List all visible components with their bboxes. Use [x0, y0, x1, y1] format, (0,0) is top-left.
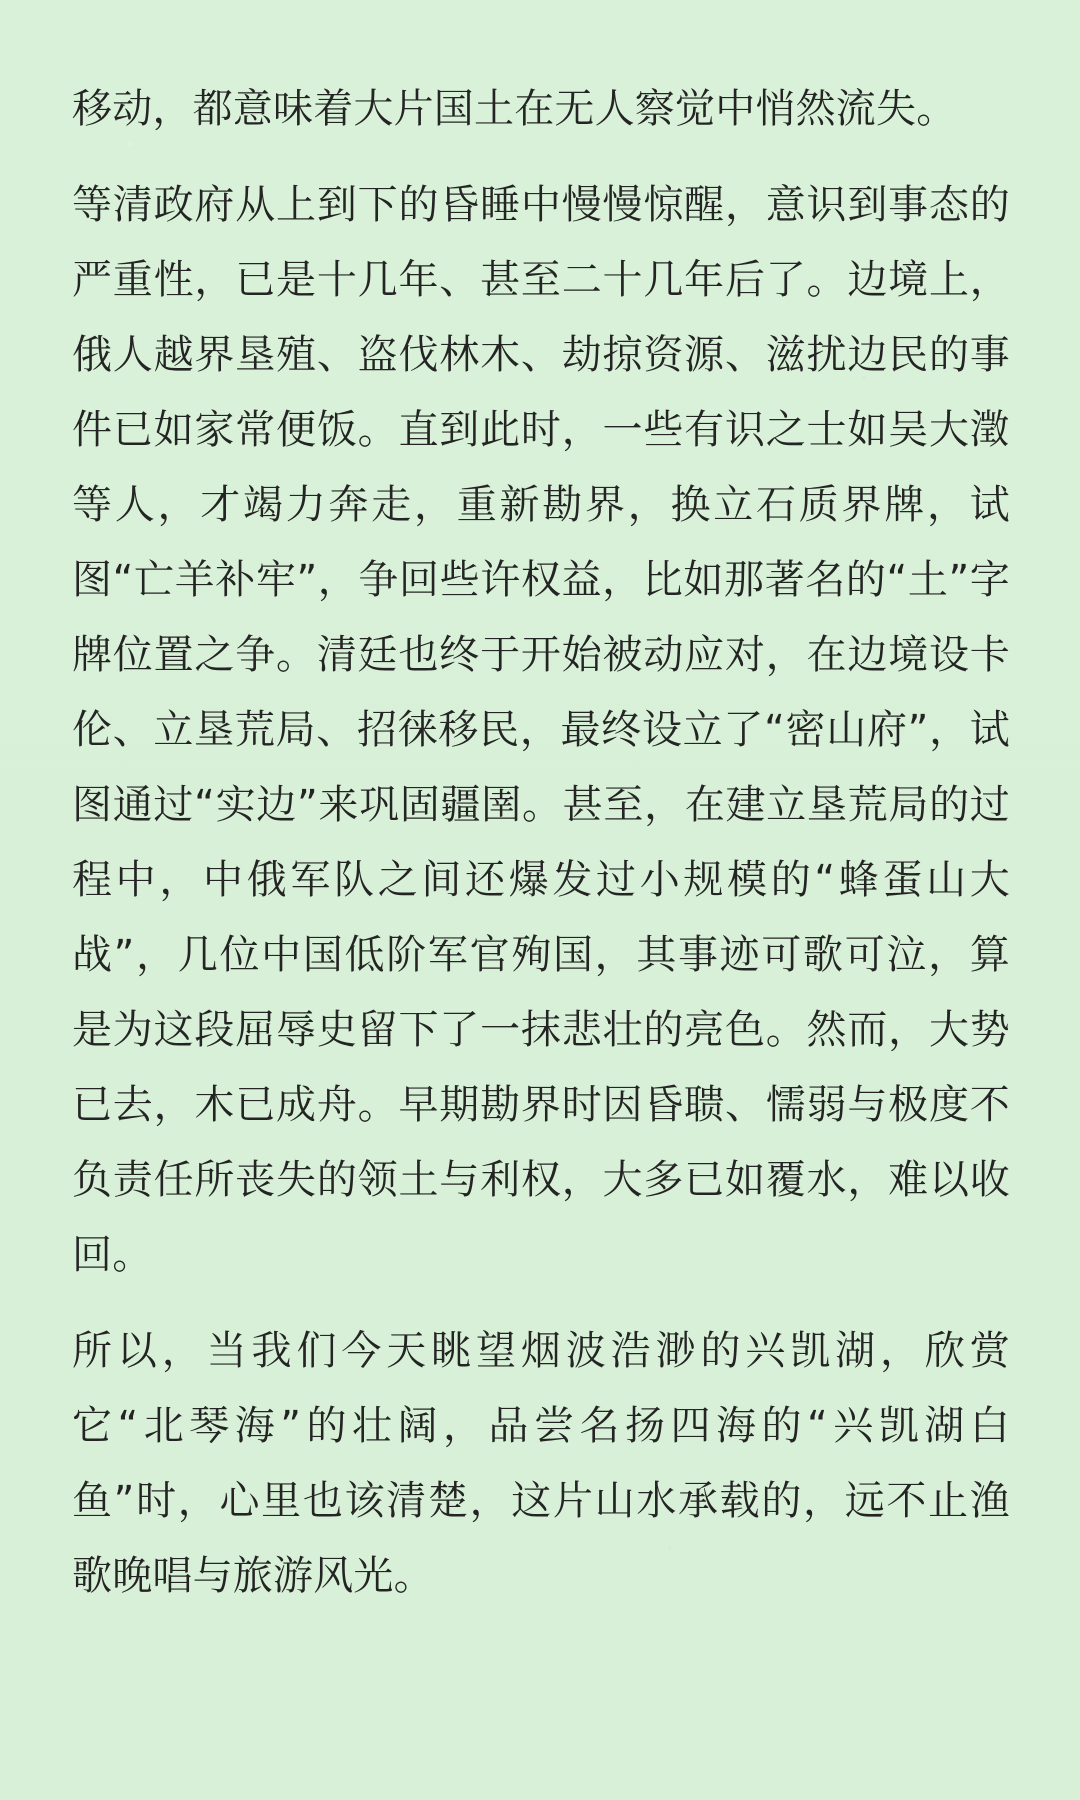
- paragraph-2: 等清政府从上到下的昏睡中慢慢惊醒，意识到事态的严重性，已是十几年、甚至二十几年后了。边境上，俄人越界垦殖、盗伐林木、劫掠资源、滋扰边民的事件已如家常便饭。直到此时，一些有识之士如吴大澂等人，才竭力奔走，重新勘界，换立石质界牌，试图“亡羊补牢”，争回些许权益，比如那著名的“土”字牌位置之争。清廷也终于开始被动应对，在边境设卡伦、立垦荒局、招徕移民，最终设立了“密山府”，试图通过“实边”来巩固疆圉。甚至，在建立垦荒局的过程中，中俄军队之间还爆发过小规模的“蜂蛋山大战”，几位中国低阶军官殉国，其事迹可歌可泣，算是为这段屈辱史留下了一抹悲壮的亮色。然而，大势已去，木已成舟。早期勘界时因昏聩、懦弱与极度不负责任所丧失的领土与利权，大多已如覆水，难以收回。: [72, 182, 1010, 1278]
- paragraph-1: 移动，都意味着大片国土在无人察觉中悄然流失。: [72, 86, 957, 132]
- paragraph-3: 所以，当我们今天眺望烟波浩渺的兴凯湖，欣赏它“北琴海”的壮阔，品尝名扬四海的“兴凯湖白鱼”时，心里也该清楚，这片山水承载的，远不止渔歌晚唱与旅游风光。: [72, 1328, 1010, 1599]
